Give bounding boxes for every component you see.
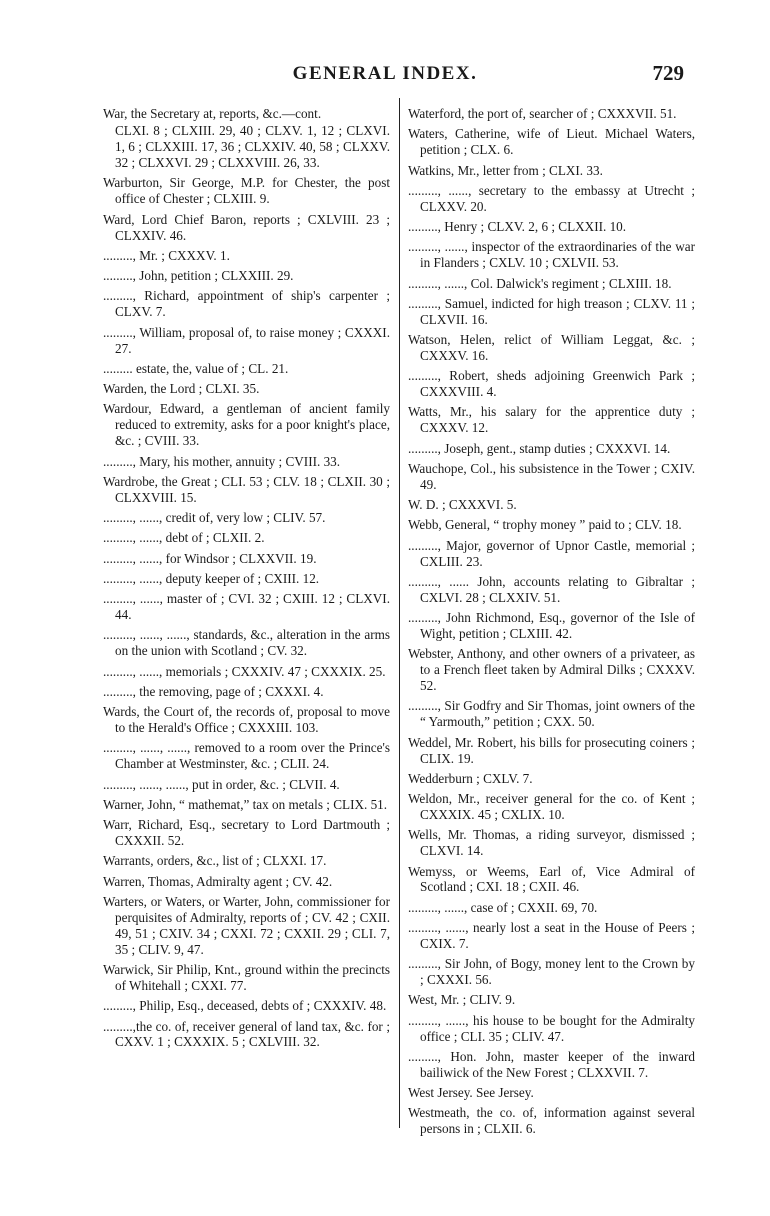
index-entry: ........., ......, Col. Dalwick's regiment ; CLXIII. 18. bbox=[408, 275, 672, 291]
index-entry: Wedderburn ; CXLV. 7. bbox=[408, 770, 533, 786]
index-entry: ........., John, petition ; CLXXIII. 29. bbox=[103, 268, 294, 284]
index-entry: Waters, Catherine, wife of Lieut. Michael Waters, petition ; CLX. 6. bbox=[408, 126, 695, 158]
index-entry: ........., John Richmond, Esq., governor of the Isle of Wight, petition ; CLXIII. 42. bbox=[408, 610, 695, 642]
index-entry: Wardour, Edward, a gentleman of ancient family reduced to extremity, asks for a poor knight's place, &c. ; CVIII. 33. bbox=[103, 401, 390, 449]
index-entry: ........., Sir Godfry and Sir Thomas, joint owners of the “ Yarmouth,” petition ; CXX. 50. bbox=[408, 698, 695, 730]
index-entry: ......... estate, the, value of ; CL. 21. bbox=[103, 360, 289, 376]
index-entry: Warner, John, “ mathemat,” tax on metals ; CLIX. 51. bbox=[103, 796, 388, 812]
index-entry: Wemyss, or Weems, Earl of, Vice Admiral of Scotland ; CXI. 18 ; CXII. 46. bbox=[408, 863, 695, 895]
index-entry: Wardrobe, the Great ; CLI. 53 ; CLV. 18 ; CLXII. 30 ; CLXXVIII. 15. bbox=[103, 473, 390, 505]
index-entry: ........., Major, governor of Upnor Castle, memorial ; CXLIII. 23. bbox=[408, 537, 695, 569]
index-entry: Warters, or Waters, or Warter, John, commissioner for perquisites of Admiralty, reports of ; CV. 42 ; CXII. 49, 51 ; CXIV. 34 ; CXXI. 72 ; CXXII. 29 ; CLI. 7, 35 ; CLIV. 9, 47. bbox=[103, 894, 390, 957]
index-entry: ........., William, proposal of, to raise money ; CXXXI. 27. bbox=[103, 324, 390, 356]
index-entry: ........., the removing, page of ; CXXXI. 4. bbox=[103, 683, 324, 699]
index-entry: ........., ......, master of ; CVI. 32 ; CXIII. 12 ; CLXVI. 44. bbox=[103, 591, 390, 623]
index-entry: ........., Henry ; CLXV. 2, 6 ; CLXXII. 10. bbox=[408, 219, 627, 234]
index-entry: Watkins, Mr., letter from ; CLXI. 33. bbox=[408, 162, 603, 178]
index-entry: Warburton, Sir George, M.P. for Chester, the post office of Chester ; CLXIII. 9. bbox=[103, 175, 390, 207]
index-entry: ........., ......, ......, removed to a room over the Prince's Chamber at Westminster, &c. ; CLII. 24. bbox=[103, 740, 390, 772]
index-entry: ........., ...... John, accounts relating to Gibraltar ; CXLVI. 28 ; CLXXIV. 51. bbox=[408, 573, 695, 605]
index-entry: ........., ......, inspector of the extraordinaries of the war in Flanders ; CXLV. 10 ; CXLVII. 53. bbox=[408, 239, 695, 271]
index-entry: Westmeath, the co. of, information against several persons in ; CLXII. 6. bbox=[408, 1105, 695, 1137]
index-entry: West Jersey. See Jersey. bbox=[408, 1085, 534, 1101]
index-entry: ........., ......, for Windsor ; CLXXVII. 19. bbox=[103, 550, 317, 566]
index-entry: Wauchope, Col., his subsistence in the Tower ; CXIV. 49. bbox=[408, 460, 695, 492]
index-entry: ........., Joseph, gent., stamp duties ; CXXXVI. 14. bbox=[408, 440, 671, 456]
index-entry: .........,the co. of, receiver general of land tax, &c. for ; CXXV. 1 ; CXXXIX. 5 ; CXLVIII. 32. bbox=[103, 1018, 390, 1050]
index-entry: ........., ......, his house to be bought for the Admiralty office ; CLI. 35 ; CLIV. 47. bbox=[408, 1012, 695, 1044]
index-entry: ........., ......, credit of, very low ; CLIV. 57. bbox=[103, 510, 326, 526]
index-entry: ........., ......, ......, put in order, &c. ; CLVII. 4. bbox=[103, 776, 340, 792]
index-entry: Weldon, Mr., receiver general for the co. of Kent ; CXXXIX. 45 ; CXLIX. 10. bbox=[408, 791, 695, 823]
index-entry: Watts, Mr., his salary for the apprentice duty ; CXXXV. 12. bbox=[408, 404, 695, 436]
left-index-column bbox=[103, 106, 390, 1055]
index-entry: Warden, the Lord ; CLXI. 35. bbox=[103, 381, 260, 397]
index-entry: ........., Philip, Esq., deceased, debts of ; CXXXIV. 48. bbox=[103, 998, 387, 1014]
index-entry: ........., ......, case of ; CXXII. 69, 70. bbox=[408, 899, 598, 915]
index-entry: ........., ......, secretary to the embassy at Utrecht ; CLXXV. 20. bbox=[408, 182, 695, 214]
column-divider bbox=[399, 98, 400, 1128]
index-entry: ........., Mary, his mother, annuity ; CVIII. 33. bbox=[103, 453, 341, 469]
index-entry: Wards, the Court of, the records of, proposal to move to the Herald's Office ; CXXXIII. 103. bbox=[103, 704, 390, 736]
index-entry: W. D. ; CXXXVI. 5. bbox=[408, 497, 517, 513]
index-entry: ........., Samuel, indicted for high treason ; CLXV. 11 ; CLXVII. 16. bbox=[408, 295, 695, 327]
index-entry: Waterford, the port of, searcher of ; CXXXVII. 51. bbox=[408, 106, 677, 121]
index-entry: ........., ......, deputy keeper of ; CXIII. 12. bbox=[103, 570, 320, 586]
index-entry: Warwick, Sir Philip, Knt., ground within the precincts of Whitehall ; CXXI. 77. bbox=[103, 962, 390, 993]
index-entry: Ward, Lord Chief Baron, reports ; CXLVIII. 23 ; CLXXIV. 46. bbox=[103, 211, 390, 243]
page-number: 729 bbox=[652, 61, 684, 85]
index-entry: ........., ......, nearly lost a seat in the House of Peers ; CXIX. 7. bbox=[408, 920, 695, 951]
index-entry: ........., Robert, sheds adjoining Greenwich Park ; CXXXVIII. 4. bbox=[408, 368, 695, 400]
right-index-column bbox=[408, 106, 695, 1142]
index-entry: Webster, Anthony, and other owners of a privateer, as to a French fleet taken by Admiral Dilks ; CXXXV. 52. bbox=[408, 646, 695, 694]
index-entry: West, Mr. ; CLIV. 9. bbox=[408, 992, 516, 1008]
index-entry: ........., Hon. John, master keeper of the inward bailiwick of the New Forest ; CLXXVII. 7. bbox=[408, 1048, 695, 1080]
index-entry: Watson, Helen, relict of William Leggat, &c. ; CXXXV. 16. bbox=[408, 332, 695, 363]
index-entry: ........., Mr. ; CXXXV. 1. bbox=[103, 247, 230, 263]
index-entry: Webb, General, “ trophy money ” paid to ; CLV. 18. bbox=[408, 517, 682, 533]
index-entry: ........., ......, ......, standards, &c., alteration in the arms on the union with Scotland ; CV. 32. bbox=[103, 627, 390, 659]
index-entry: Wells, Mr. Thomas, a riding surveyor, dismissed ; CLXVI. 14. bbox=[408, 827, 695, 859]
index-entry: ........., Richard, appointment of ship's carpenter ; CLXV. 7. bbox=[103, 288, 390, 320]
index-entry: Weddel, Mr. Robert, his bills for prosecuting coiners ; CLIX. 19. bbox=[408, 734, 695, 766]
index-entry: ........., ......, debt of ; CLXII. 2. bbox=[103, 530, 265, 546]
running-header-title: GENERAL INDEX. bbox=[292, 63, 478, 84]
index-entry: ........., ......, memorials ; CXXXIV. 47 ; CXXXIX. 25. bbox=[103, 663, 386, 679]
index-entry: ........., Sir John, of Bogy, money lent to the Crown by ; CXXXI. 56. bbox=[408, 956, 695, 988]
index-entry: Warren, Thomas, Admiralty agent ; CV. 42. bbox=[103, 873, 333, 889]
index-entry: Warr, Richard, Esq., secretary to Lord Dartmouth ; CXXXII. 52. bbox=[103, 817, 390, 849]
index-entry: War, the Secretary at, reports, &c.—cont. bbox=[103, 106, 322, 121]
index-entry: CLXI. 8 ; CLXIII. 29, 40 ; CLXV. 1, 12 ; CLXVI. 1, 6 ; CLXXIII. 17, 36 ; CLXXIV. 40, 58 ; CLXXV. 32 ; CLXXVI. 29 ; CLXXVIII. 26, 33. bbox=[115, 123, 390, 171]
index-entry: Warrants, orders, &c., list of ; CLXXI. 17. bbox=[103, 853, 327, 869]
